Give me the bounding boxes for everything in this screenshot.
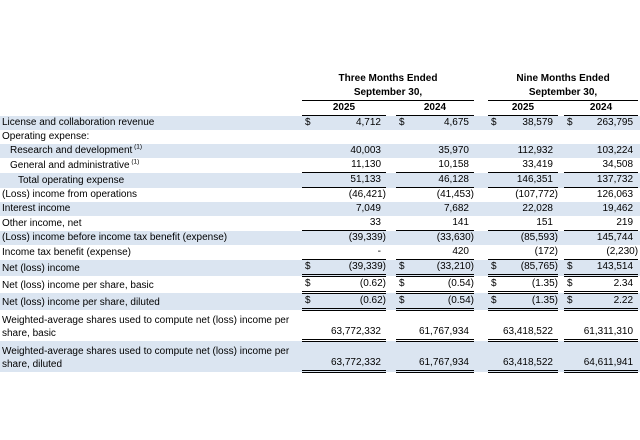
cell-value: 33,419 [502, 158, 558, 173]
column-gap [386, 216, 396, 231]
row-label: (Loss) income before income tax benefit (expense) [0, 231, 302, 246]
column-gap [386, 341, 396, 372]
dollar-sign [302, 216, 318, 231]
dollar-sign [564, 231, 578, 246]
row-label: Net (loss) income per share, diluted [0, 293, 302, 310]
table-row [0, 245, 640, 260]
col-group-three-months-title: Three Months Ended [338, 73, 438, 84]
dollar-sign [488, 216, 502, 231]
year-header: 2024 [396, 101, 474, 116]
header-spacer [0, 86, 302, 101]
table-row [0, 276, 640, 293]
column-gap [474, 293, 488, 310]
cell-value: 145,744 [578, 231, 638, 246]
column-gap [474, 216, 488, 231]
dollar-sign [488, 173, 502, 188]
dollar-sign: $ [488, 293, 502, 310]
column-gap [386, 245, 396, 260]
cell-value: 19,462 [578, 202, 638, 216]
column-gap [386, 202, 396, 216]
cell-value: (0.62) [318, 293, 386, 310]
table-row [0, 293, 640, 310]
col-group-three-months-date: September 30, [302, 86, 474, 101]
cell-value: 11,130 [318, 158, 386, 173]
cell-value [502, 130, 558, 144]
cell-value: 2.34 [578, 276, 638, 293]
year-header: 2025 [488, 101, 558, 116]
dollar-sign: $ [564, 293, 578, 310]
cell-value [318, 130, 386, 144]
dollar-sign: $ [396, 293, 412, 310]
dollar-sign: $ [302, 276, 318, 293]
dollar-sign: $ [396, 116, 412, 131]
year-header: 2025 [302, 101, 386, 116]
dollar-sign [488, 158, 502, 173]
cell-value: 63,772,332 [318, 310, 386, 341]
dollar-sign [488, 188, 502, 203]
header-row-date [0, 86, 640, 101]
dollar-sign [564, 216, 578, 231]
row-label: Net (loss) income per share, basic [2, 279, 154, 291]
column-gap [474, 341, 488, 372]
dollar-sign [488, 130, 502, 144]
column-gap [474, 101, 488, 116]
column-gap [386, 276, 396, 293]
dollar-sign [488, 310, 502, 341]
column-gap [386, 173, 396, 188]
cell-value: 63,772,332 [318, 341, 386, 372]
cell-value: (33,630) [412, 231, 474, 246]
dollar-sign [564, 245, 578, 260]
table-row [0, 260, 640, 276]
cell-value: 61,311,310 [578, 310, 638, 341]
dollar-sign: $ [564, 276, 578, 293]
footnote-marker: (1) [129, 158, 140, 166]
cell-value: 46,128 [412, 173, 474, 188]
dollar-sign [488, 245, 502, 260]
column-gap [474, 173, 488, 188]
table-row [0, 144, 640, 158]
cell-value: 146,351 [502, 173, 558, 188]
column-gap [386, 101, 396, 116]
header-spacer [0, 101, 302, 116]
cell-value: 64,611,941 [578, 341, 638, 372]
cell-value: (39,339) [318, 231, 386, 246]
row-label: Other income, net [2, 217, 82, 229]
row-label: Total operating expense [0, 173, 302, 188]
col-group-nine-months-date: September 30, [488, 86, 638, 101]
row-label: General and administrative $^{(1)}$ [10, 158, 140, 171]
cell-value: 141 [412, 216, 474, 231]
row-label: (Loss) income from operations [2, 189, 138, 200]
dollar-sign [564, 188, 578, 203]
cell-value: 38,579 [502, 116, 558, 131]
header-spacer [0, 72, 302, 86]
cell-value: (85,593) [502, 231, 558, 246]
dollar-sign [396, 341, 412, 372]
dollar-sign [564, 158, 578, 173]
dollar-sign [396, 173, 412, 188]
dollar-sign [488, 341, 502, 372]
cell-value: 34,508 [578, 158, 638, 173]
column-gap [474, 158, 488, 173]
dollar-sign [396, 245, 412, 260]
column-gap [474, 116, 488, 131]
dollar-sign: $ [302, 260, 318, 276]
column-gap [474, 86, 488, 101]
row-label: Weighted-average shares used to compute net (loss) income per share, basic [2, 314, 290, 339]
cell-value [578, 130, 638, 144]
table-row [0, 231, 640, 246]
table-row [0, 310, 640, 341]
cell-value: 103,224 [578, 144, 638, 158]
column-gap [386, 130, 396, 144]
dollar-sign [302, 144, 318, 158]
dollar-sign [302, 202, 318, 216]
year-header: 2024 [564, 101, 638, 116]
cell-value: 137,732 [578, 173, 638, 188]
cell-value: (0.62) [318, 276, 386, 293]
column-gap [386, 158, 396, 173]
dollar-sign [302, 310, 318, 341]
column-gap [474, 130, 488, 144]
dollar-sign [488, 144, 502, 158]
dollar-sign [564, 310, 578, 341]
cell-value: 143,514 [578, 260, 638, 276]
column-gap [474, 188, 488, 203]
footnote-marker: (1) [132, 143, 143, 151]
cell-value: 35,970 [412, 144, 474, 158]
cell-value: (0.54) [412, 276, 474, 293]
cell-value: 10,158 [412, 158, 474, 173]
dollar-sign [564, 173, 578, 188]
row-label: Weighted-average shares used to compute net (loss) income per share, diluted [0, 341, 302, 372]
table-body [0, 116, 640, 372]
dollar-sign: $ [396, 260, 412, 276]
cell-value: (85,765) [502, 260, 558, 276]
table-row [0, 116, 640, 131]
cell-value: 7,682 [412, 202, 474, 216]
header-row-years [0, 101, 640, 116]
row-label: License and collaboration revenue [0, 116, 302, 131]
dollar-sign [302, 188, 318, 203]
dollar-sign: $ [488, 276, 502, 293]
dollar-sign [302, 245, 318, 260]
row-label: Operating expense: [2, 131, 90, 142]
column-gap [386, 310, 396, 341]
column-gap [474, 310, 488, 341]
dollar-sign [488, 202, 502, 216]
cell-value: 151 [502, 216, 558, 231]
dollar-sign: $ [302, 293, 318, 310]
table-row [0, 216, 640, 231]
dollar-sign [564, 144, 578, 158]
column-gap [386, 144, 396, 158]
cell-value: 63,418,522 [502, 341, 558, 372]
header-row-period [0, 72, 640, 86]
dollar-sign: $ [488, 260, 502, 276]
cell-value: 61,767,934 [412, 341, 474, 372]
column-gap [474, 245, 488, 260]
table-row [0, 202, 640, 216]
income-statement-table [0, 72, 640, 373]
column-gap [474, 72, 488, 86]
dollar-sign [564, 202, 578, 216]
column-gap [386, 116, 396, 131]
cell-value: 263,795 [578, 116, 638, 131]
dollar-sign: $ [396, 276, 412, 293]
cell-value: 126,063 [596, 189, 634, 200]
column-gap [474, 260, 488, 276]
cell-value: 420 [412, 245, 474, 260]
cell-value: 51,133 [318, 173, 386, 188]
dollar-sign [396, 231, 412, 246]
cell-value: 40,003 [318, 144, 386, 158]
column-gap [474, 144, 488, 158]
table-row [0, 188, 640, 203]
cell-value: - [318, 245, 386, 260]
cell-value: (0.54) [412, 293, 474, 310]
cell-value [412, 130, 474, 144]
dollar-sign [396, 144, 412, 158]
column-gap [386, 293, 396, 310]
dollar-sign [302, 341, 318, 372]
cell-value: 63,418,522 [502, 310, 558, 341]
row-label: Income tax benefit (expense) [2, 246, 131, 258]
row-label: Research and development $^{(1)}$ [0, 144, 302, 158]
cell-value: (39,339) [318, 260, 386, 276]
cell-value: (172) [502, 245, 558, 260]
cell-value: 112,932 [502, 144, 558, 158]
dollar-sign: $ [564, 116, 578, 131]
dollar-sign [564, 341, 578, 372]
cell-value: (41,453) [436, 189, 474, 200]
dollar-sign [396, 216, 412, 231]
table-row [0, 341, 640, 372]
table-row [0, 130, 640, 144]
dollar-sign [302, 173, 318, 188]
dollar-sign [396, 202, 412, 216]
dollar-sign [396, 310, 412, 341]
dollar-sign [396, 130, 412, 144]
dollar-sign [302, 130, 318, 144]
cell-value: (33,210) [412, 260, 474, 276]
table-row [0, 158, 640, 173]
cell-value: (107,772) [515, 189, 558, 200]
dollar-sign [302, 231, 318, 246]
dollar-sign [302, 158, 318, 173]
cell-value: (46,421) [348, 189, 386, 200]
cell-value: 2.22 [578, 293, 638, 310]
dollar-sign: $ [302, 116, 318, 131]
column-gap [386, 188, 396, 203]
column-gap [474, 276, 488, 293]
cell-value: 4,712 [318, 116, 386, 131]
dollar-sign [488, 231, 502, 246]
column-gap [386, 260, 396, 276]
column-gap [474, 202, 488, 216]
cell-value: 7,049 [318, 202, 386, 216]
cell-value: (1.35) [502, 276, 558, 293]
column-gap [474, 231, 488, 246]
cell-value: 219 [578, 216, 638, 231]
cell-value: 61,767,934 [412, 310, 474, 341]
cell-value: 33 [318, 216, 386, 231]
table-row [0, 173, 640, 188]
cell-value: 22,028 [502, 202, 558, 216]
dollar-sign: $ [564, 260, 578, 276]
dollar-sign [396, 158, 412, 173]
cell-value: (2,230) [578, 245, 638, 260]
dollar-sign: $ [488, 116, 502, 131]
cell-value: (1.35) [502, 293, 558, 310]
row-label: Interest income [0, 202, 302, 216]
row-label: Net (loss) income [0, 260, 302, 276]
column-gap [386, 231, 396, 246]
col-group-nine-months-title: Nine Months Ended [516, 73, 610, 84]
dollar-sign [396, 188, 412, 203]
cell-value: 4,675 [412, 116, 474, 131]
dollar-sign [564, 130, 578, 144]
